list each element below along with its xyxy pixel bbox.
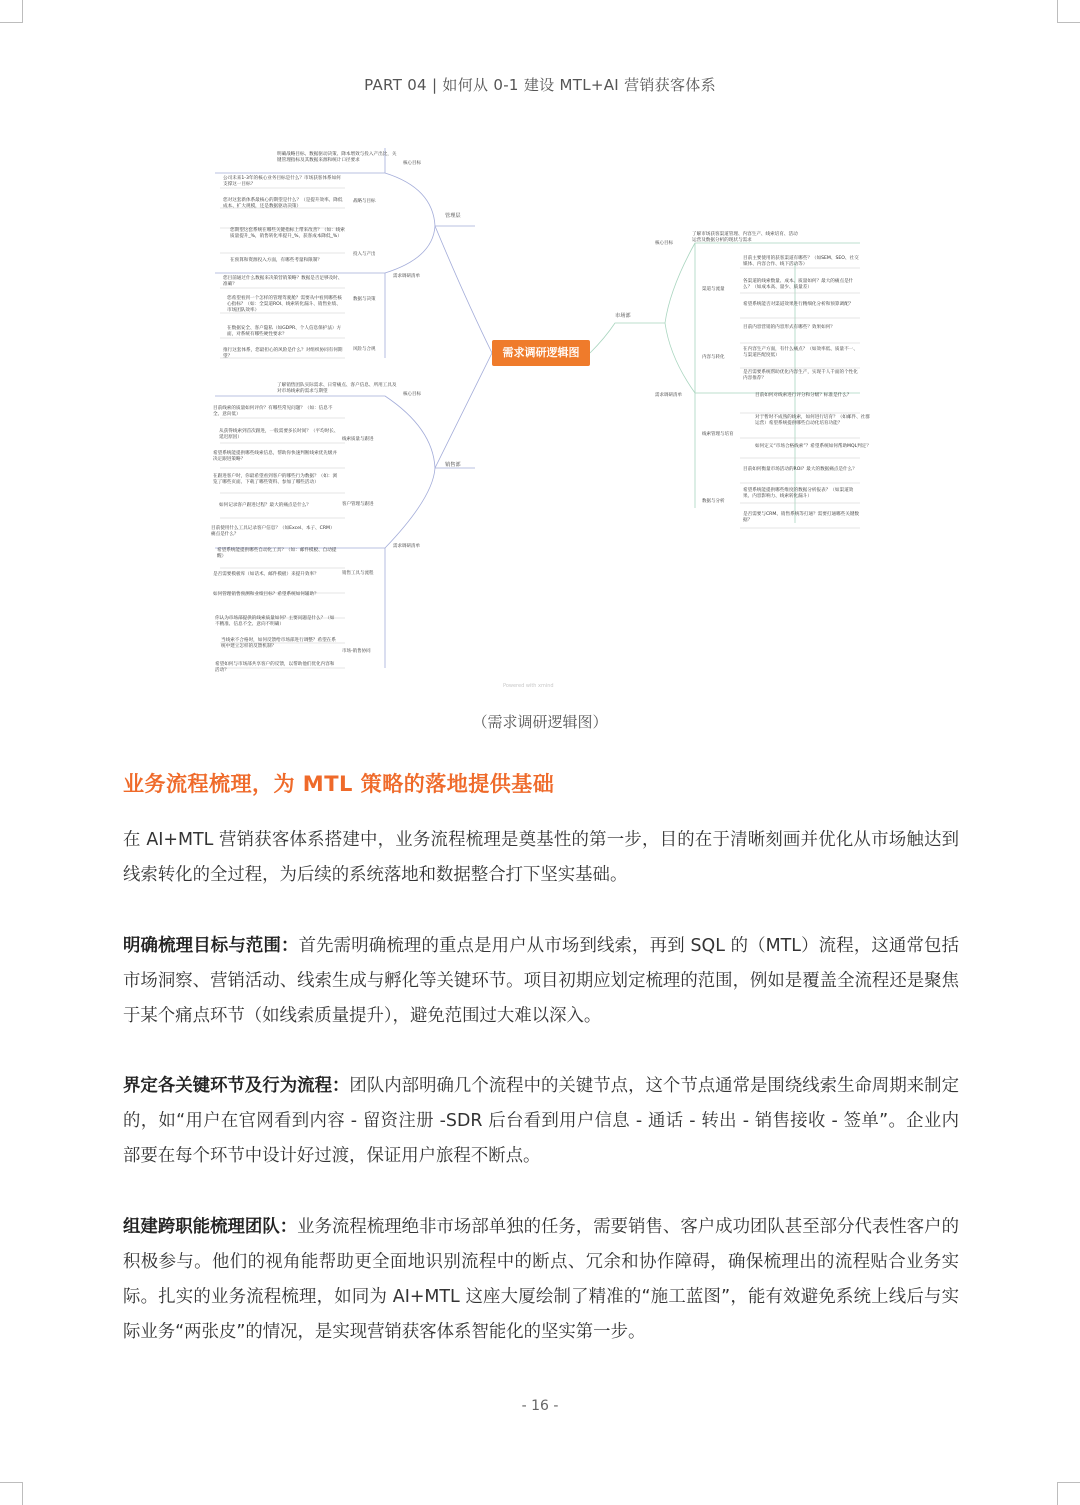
point-body: 团队内部明确几个流程中的关键节点，这个节点通常是围绕线索生命周期来制定的，如“用户在官网看到内容 - 留资注册 -SDR 后台看到用户信息 - 通话 - 转出 - 销售接收 - 签单”。企业内部要在每个环节中设计好过渡，保证用户旅程不断点。: [123, 1076, 959, 1166]
mind-map-node: 您对这套新体系最核心的期望是什么？（是提升效率、降低成本、扩大规模，还是数据驱动决策）: [223, 198, 343, 209]
point-title: 界定各关键环节及行为流程：: [123, 1076, 350, 1096]
sublabel: 核心目标: [403, 161, 421, 166]
mind-map-node: 如何管理销售预测和业绩目标？希望系统如何辅助？: [213, 592, 319, 597]
page-header: PART 04 | 如何从 0-1 建设 MTL+AI 营销获客体系: [364, 76, 716, 94]
crop-mark-bottom-right: [1057, 1482, 1080, 1505]
mind-map-node: 希望系统能提供哪些维度的数据分析报表？（如渠道效果、内容影响力、线索转化漏斗）: [743, 488, 854, 499]
sublabel: 销售工具与流程: [342, 571, 374, 576]
sublabel: 风险与合规: [353, 347, 376, 352]
sublabel: 核心目标: [403, 392, 421, 397]
figure-caption: （需求调研逻辑图）: [472, 713, 608, 731]
section-title: 业务流程梳理，为 MTL 策略的落地提供基础: [123, 772, 555, 796]
sublabel: 需求调研清单: [655, 393, 682, 398]
point-title: 组建跨职能梳理团队：: [123, 1217, 298, 1237]
crop-mark-top-right: [1057, 0, 1080, 23]
mind-map-node: 当线索不合格时，如何反馈给市场部进行调整？希望在系统中建立怎样的反馈机制？: [221, 638, 336, 649]
point-body: 首先需明确梳理的重点是用户从市场到线索，再到 SQL 的（MTL）流程，这通常包括市场洞察、营销活动、线索生成与孵化等关键环节。项目初期应划定梳理的范围，例如是覆盖全流程还是聚焦于某个痛点环节（如线索质量提升），避免范围过大难以深入。: [123, 936, 959, 1026]
mind-map-node: 目前如何对线索进行评分和分级？标准是什么？: [755, 393, 852, 398]
mind-map-node: 希望如何与市场部共享客户的反馈，以帮助他们优化内容和活动？: [215, 662, 335, 673]
mind-map-node: 从获得线索到首次跟进，一般需要多长时间？（平均时长、延迟原因）: [219, 429, 339, 440]
sublabel: 数据与分析: [702, 499, 725, 504]
mind-map-node: 如何记录客户跟进过程？最大的痛点是什么？: [219, 503, 311, 508]
mind-map-node: 您希望看到一个怎样的管理驾驶舱？需要从中看到哪些核心指标？（如：全渠道ROI、线索转化漏斗、销售业绩、市场团队效率）: [227, 296, 342, 313]
sublabel: 市场-销售协同: [342, 649, 371, 654]
mind-map-node: 您目前通过什么数据来决策营销策略？数据是否足够及时、准确？: [223, 276, 343, 287]
sublabel: 需求调研清单: [393, 544, 420, 549]
mind-map-node: 目前使用什么工具记录客户信息？（如Excel、本子、CRM）痛点是什么？: [211, 526, 335, 537]
crop-mark-top-left: [0, 0, 23, 23]
mind-map-node: 目前内容营销的内容形式有哪些？效果如何？: [743, 325, 835, 330]
mind-map-node: 在跟进客户时，你最希望看到客户的哪些行为数据？（如：浏览了哪些页面、下载了哪些资料、参加了哪些活动）: [213, 474, 338, 485]
mind-map-node: 您期望这套系统在哪些关键指标上带来改善？（如：线索质量提升_%，销售转化率提升_%，获客成本降低_%）: [230, 228, 345, 239]
mind-map-node: 是否需要与CRM、销售系统等打通？需要打通哪些关键数据？: [743, 512, 860, 523]
sublabel: 投入与产出: [353, 252, 376, 257]
intro-paragraph: 在 AI+MTL 营销获客体系搭建中，业务流程梳理是奠基性的第一步，目的在于清晰刻画并优化从市场触达到线索转化的全过程，为后续的系统落地和数据整合打下坚实基础。: [123, 830, 959, 885]
mind-map-node: 你认为市场部提供的线索质量如何？主要问题是什么？（如不精准、信息不全、意向不明确）: [215, 616, 335, 627]
sublabel: 线索质量与跟进: [342, 437, 374, 442]
branch-market: 市场部: [615, 313, 631, 319]
mind-map-node: 了解市场获客渠道管理、内容生产、线索培育、活动运营及数据分析的现状与需求: [692, 232, 798, 243]
sublabel: 客户管理与跟进: [342, 502, 374, 507]
crop-mark-bottom-left: [0, 1482, 23, 1505]
sublabel: 战略与目标: [353, 199, 376, 204]
mind-map-node: 了解销售团队实际需求、日常痛点、客户信息、所用工具及对市场线索的需求与期望: [277, 383, 397, 394]
mind-map-watermark: Powered with xmind: [503, 683, 554, 689]
mind-map-node: 希望系统能提供哪些自动化工具？（如：邮件模板、自动提醒）: [217, 548, 337, 559]
point-title: 明确梳理目标与范围：: [123, 936, 299, 956]
sublabel: 内容与转化: [702, 355, 725, 360]
mind-map-node: 如何定义“市场合格线索”？希望系统如何帮助MQL判定？: [755, 444, 871, 449]
point-paragraph: [123, 929, 959, 1034]
mind-map-node: 希望系统能否对渠道效果进行精细化分析和预算调配？: [743, 302, 854, 307]
mind-map-node: 公司未来1-3年的核心业务目标是什么？市场获客体系如何支撑这一目标？: [223, 176, 341, 187]
mind-map-node: 希望系统能提供哪些线索信息，帮助你快速判断线索优先级并决定跟进策略？: [213, 451, 338, 462]
point-paragraph: [123, 1069, 959, 1174]
branch-management: 管理层: [445, 213, 461, 219]
mind-map: [205, 148, 875, 698]
sublabel: 需求调研清单: [393, 274, 420, 279]
mind-map-node: 是否需要模板库（如话术、邮件模板）来提升效率？: [213, 572, 319, 577]
mind-map-node: 目前主要使用的获客渠道有哪些？（如SEM、SEO、社交媒体、内容合作、线下活动等）: [743, 256, 859, 267]
mind-map-node: 对于暂时不成熟的线索，如何进行培育？（如邮件、社群运营）希望系统提供哪些自动化培育功能？: [755, 415, 870, 426]
mind-map-node: 是否需要系统帮助优化内容生产，实现千人千面的个性化内容推荐？: [743, 370, 858, 381]
mind-map-node: 推行这套体系，您最担心的风险是什么？对组织协同有何期望？: [223, 348, 343, 359]
mind-map-root: 需求调研逻辑图: [492, 340, 590, 366]
mind-map-node: 在预算和资源投入方面，有哪些考量和限制？: [230, 258, 322, 263]
branch-sales: 销售部: [445, 462, 461, 468]
sublabel: 线索管理与培育: [702, 432, 734, 437]
mind-map-node: 目前如何衡量市场活动的ROI？最大的数据痛点是什么？: [743, 467, 857, 472]
mind-map-node: 各渠道的线索数量、成本、质量如何？最大的痛点是什么？（如成本高、量少、质量差）: [743, 279, 854, 290]
sublabel: 核心目标: [655, 241, 673, 246]
page-number: - 16 -: [521, 1398, 559, 1414]
point-paragraph: [123, 1210, 959, 1350]
mind-map-node: 目前线索的质量如何评价？有哪些常见问题？（如：信息不全、意向低）: [213, 406, 333, 417]
mind-map-node: 在数据安全、客户隐私（如GDPR、个人信息保护法）方面，对系统有哪些硬性要求？: [227, 326, 342, 337]
mind-map-node: 在内容生产方面，有什么痛点？（如效率低、质量不一、与渠道匹配度低）: [743, 347, 858, 358]
point-body: 业务流程梳理绝非市场部单独的任务，需要销售、客户成功团队甚至部分代表性客户的积极参与。他们的视角能帮助更全面地识别流程中的断点、冗余和协作障碍，确保梳理出的流程贴合业务实际。扎实的业务流程梳理，如同为 AI+MTL 这座大厦绘制了精准的“施工蓝图”，能有效避免系统上线后与实际业务“两张皮”的情况，是实现营销获客体系智能化的坚实第一步。: [123, 1217, 959, 1342]
sublabel: 数据与决策: [353, 297, 376, 302]
sublabel: 渠道与流量: [702, 287, 725, 292]
mind-map-node: 明确战略目标、数据驱动决策、降本增效与投入产出比，关键管理指标及其数据来源和统计口径要求: [277, 152, 397, 163]
